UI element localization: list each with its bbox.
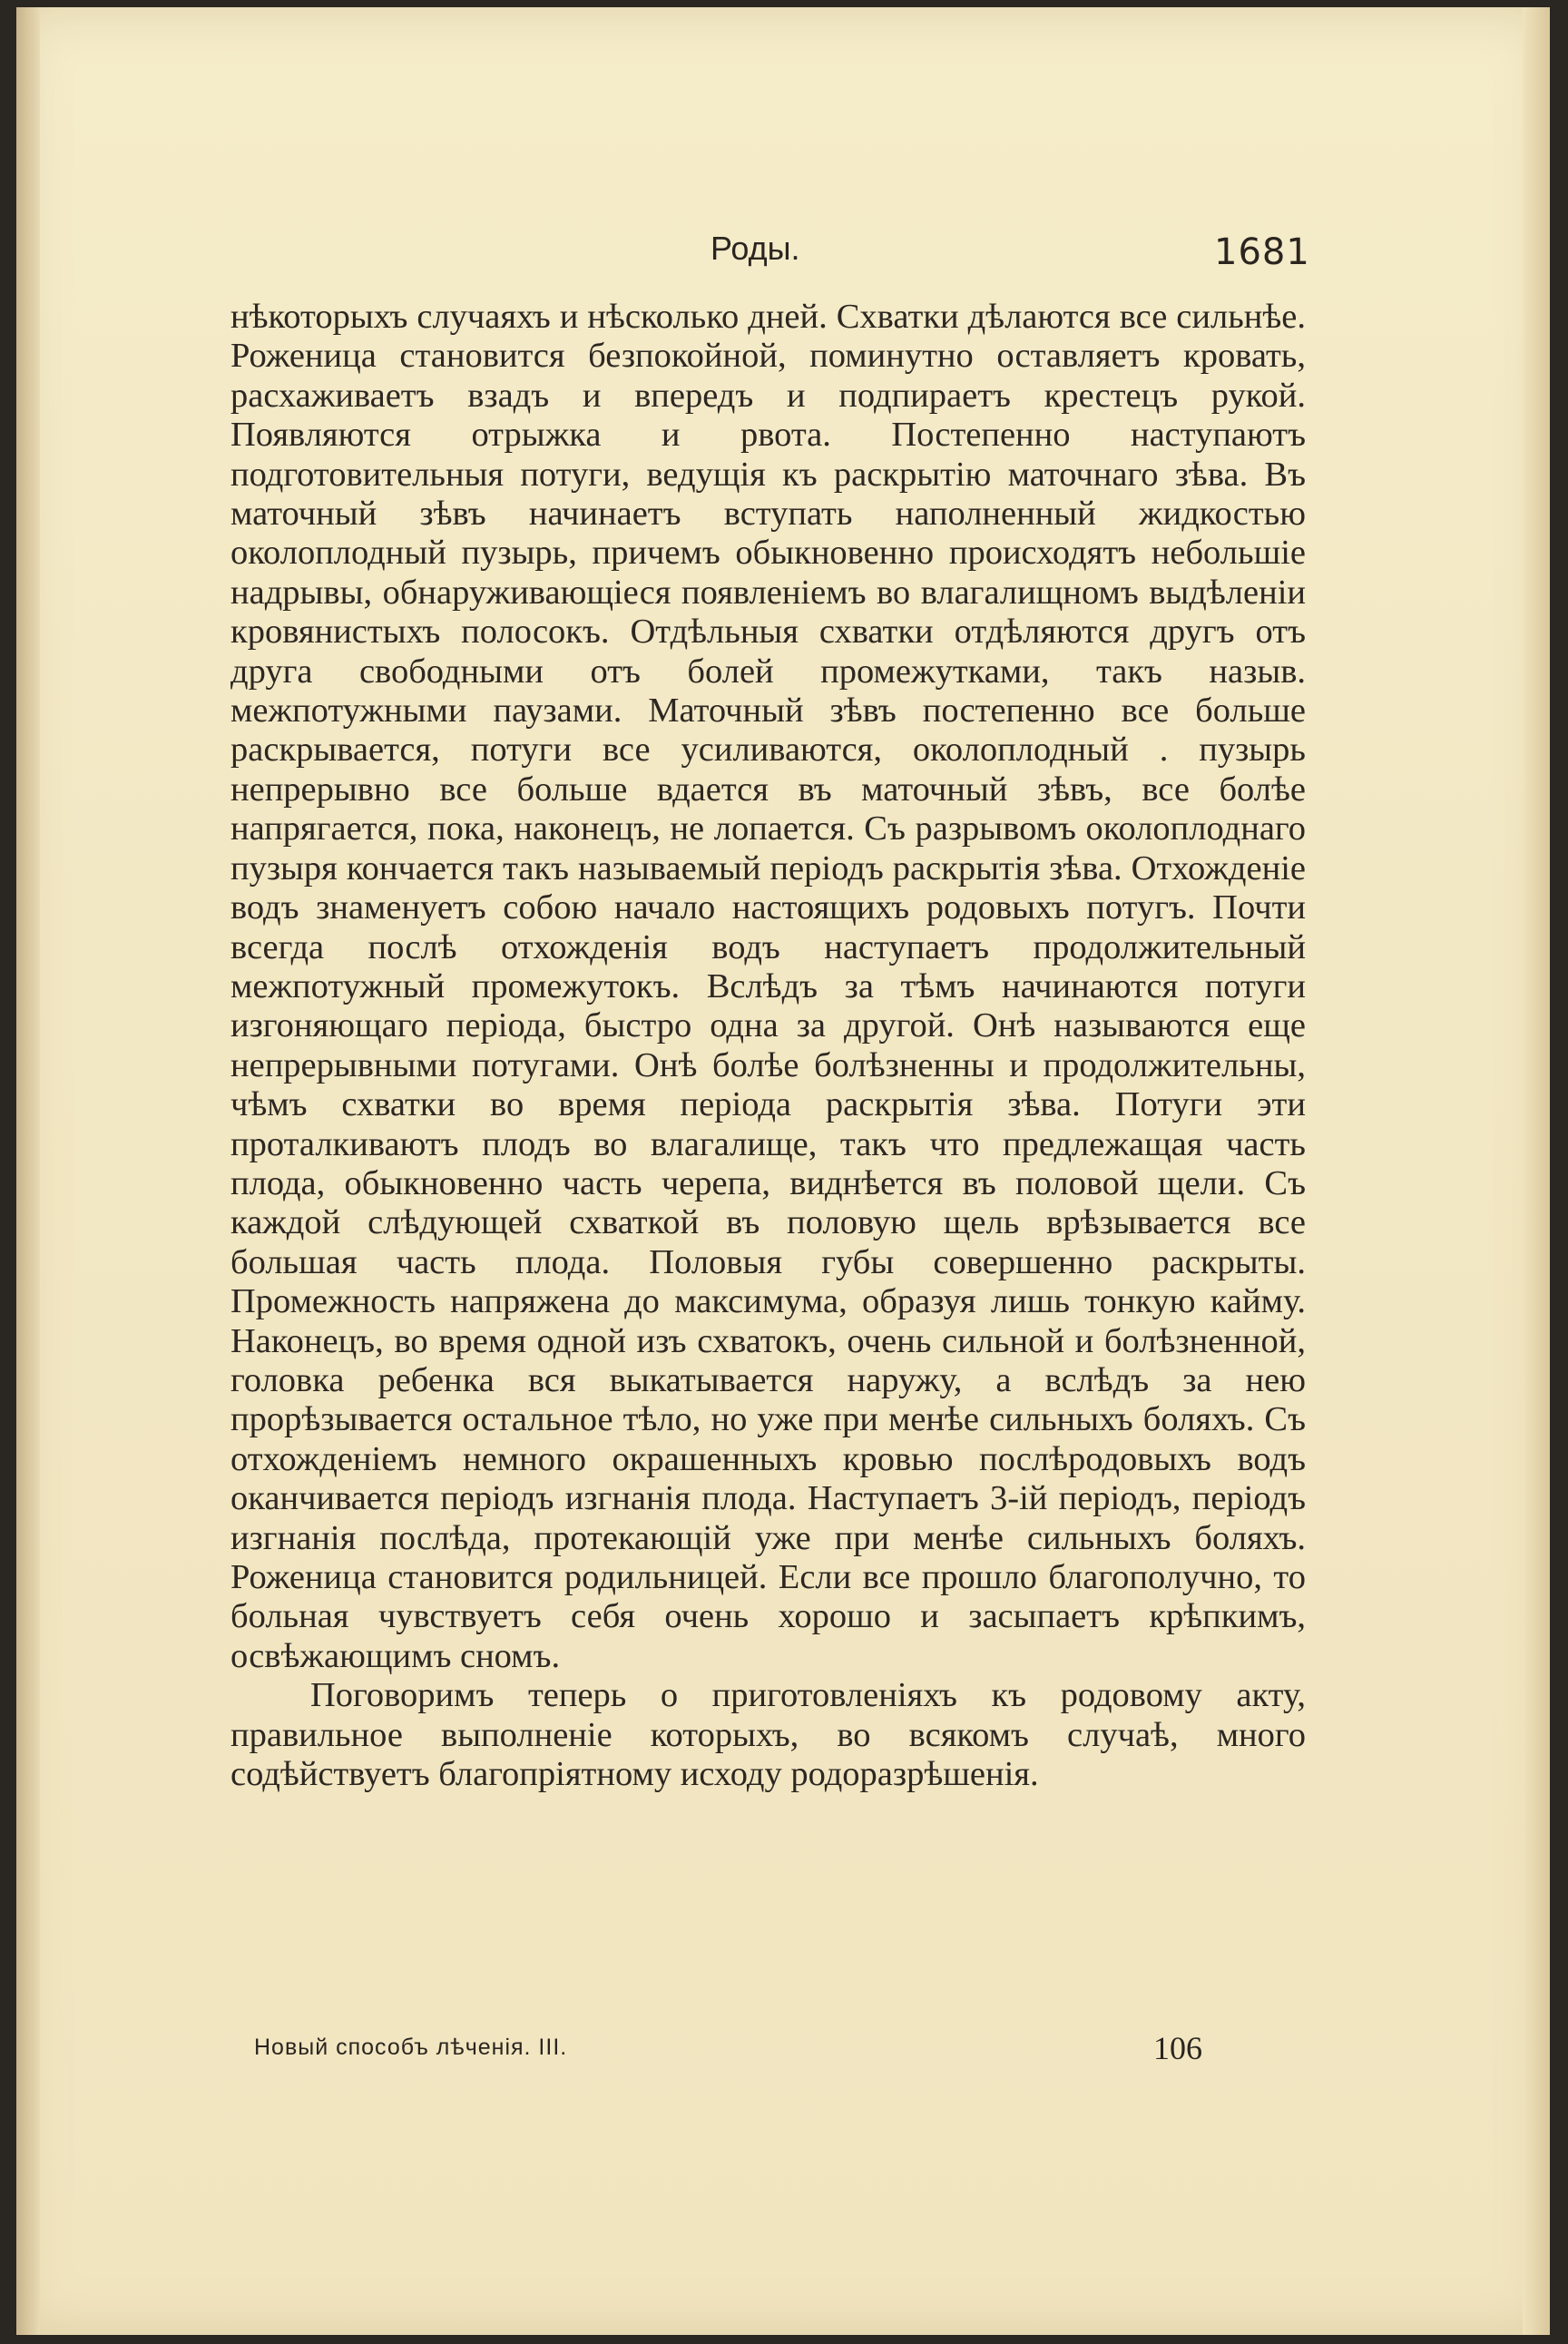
page-footer xyxy=(16,2029,1550,2074)
footer-book-title: Новый способъ лѣченія. III. xyxy=(254,2035,568,2060)
page-edge xyxy=(1523,7,1550,2335)
body-text xyxy=(230,298,1306,1794)
page-spine-shadow xyxy=(16,7,40,2335)
page-number: 1681 xyxy=(1214,231,1310,273)
signature-mark: 106 xyxy=(1153,2030,1202,2066)
paragraph-2: Поговоримъ теперь о приготовленіяхъ къ родовому акту, правильное выполненіе которыхъ, во всякомъ случаѣ, много содѣйствуетъ благопріятному исходу родоразрѣшенія. xyxy=(230,1676,1306,1794)
paragraph-1: нѣкоторыхъ случаяхъ и нѣсколько дней. Схватки дѣлаются все сильнѣе. Роженица становится безпокойной, поминутно оставляетъ кровать, расхаживаетъ взадъ и впередъ и подпираетъ крестецъ рукой. Появляются отрыжка и рвота. Постепенно наступаютъ подготовительныя потуги, ведущія къ раскрытію маточнаго зѣва. Въ маточный зѣвъ начинаетъ вступать наполненный жидкостью околоплодный пузырь, причемъ обыкновенно происходятъ небольшіе надрывы, обнаруживающіеся появленіемъ во влагалищномъ выдѣленіи кровянистыхъ полосокъ. Отдѣльныя схватки отдѣляются другъ отъ друга свободными отъ болей промежутками, такъ назыв. межпотужными паузами. Маточный зѣвъ постепенно все больше раскрывается, потуги все усиливаются, околоплодный . пузырь непрерывно все больше вдается въ маточный зѣвъ, все болѣе напрягается, пока, наконецъ, не лопается. Съ разрывомъ околоплоднаго пузыря кончается такъ называемый періодъ раскрытія зѣва. Отхожденіе водъ знаменуетъ собою начало настоящихъ родовыхъ потугъ. Почти всегда послѣ отхожденія водъ наступаетъ продолжительный межпотужный промежутокъ. Вслѣдъ за тѣмъ начинаются потуги изгоняющаго періода, быстро одна за другой. Онѣ называются еще непрерывными потугами. Онѣ болѣе болѣзненны и продолжительны, чѣмъ схватки во время періода раскрытія зѣва. Потуги эти проталкиваютъ плодъ во влагалище, такъ что предлежащая часть плода, обыкновенно часть черепа, виднѣется въ половой щели. Съ каждой слѣдующей схваткой въ половую щель врѣзывается все большая часть плода. Половыя губы совершенно раскрыты. Промежность напряжена до максимума, образуя лишь тонкую кайму. Наконецъ, во время одной изъ схватокъ, очень сильной и болѣзненной, головка ребенка вся выкатывается наружу, а вслѣдъ за нею прорѣзывается остальное тѣло, но уже при менѣе сильныхъ боляхъ. Съ отхожденіемъ немного окрашенныхъ кровью послѣродовыхъ водъ оканчивается періодъ изгнанія плода. Наступаетъ 3-ій періодъ, періодъ изгнанія послѣда, протекающій уже при менѣе сильныхъ боляхъ. Роженица становится родильницей. Если все прошло благополучно, то больная чувствуетъ себя очень хорошо и засыпаетъ крѣпкимъ, освѣжающимъ сномъ. xyxy=(230,298,1306,1675)
book-page xyxy=(16,7,1550,2335)
running-header xyxy=(16,230,1550,284)
running-header-title: Роды. xyxy=(710,230,800,267)
